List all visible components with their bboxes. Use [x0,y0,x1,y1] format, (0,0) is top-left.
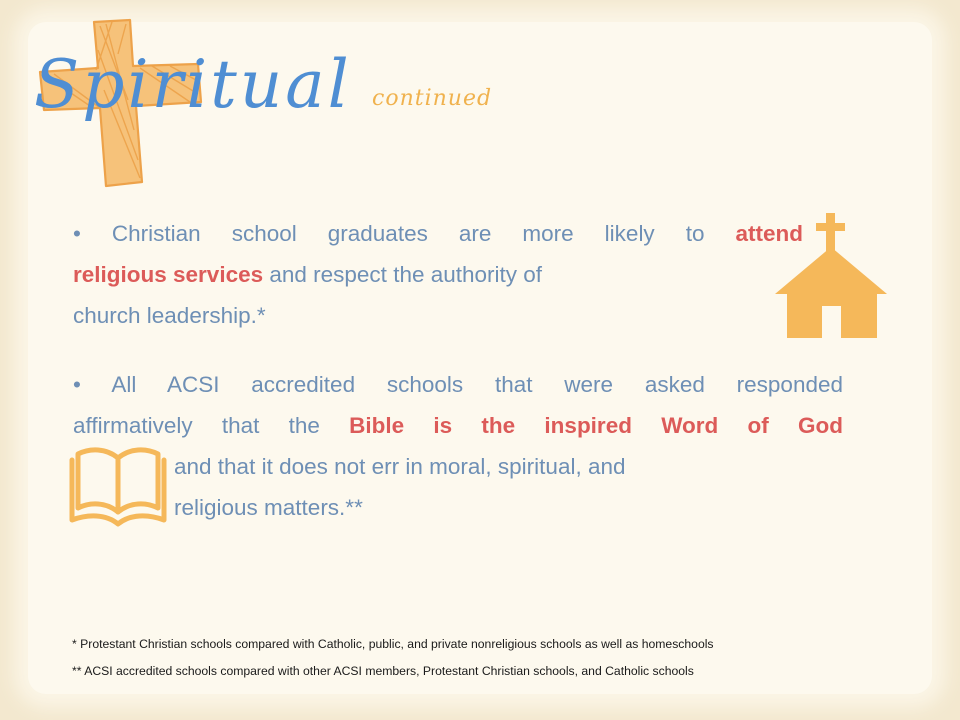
bullet-1-highlight: attend [735,221,803,246]
bullet-1-highlight-2: religious services [73,262,264,287]
footnote-1: * Protestant Christian schools compared with Catholic, public, and private nonreligious schools as well as homeschools [72,637,714,651]
bullet-2-line-2 [73,405,843,446]
footnote-2: ** ACSI accredited schools compared with other ACSI members, Protestant Christian schools, and Catholic schools [72,664,694,678]
bullet-1-text-2: and respect the authority of [263,262,543,287]
bullet-2-line-3: and that it does not err in moral, spiritual, and [174,454,626,479]
bullet-2-line-1: • All ACSI accredited schools that were asked responded [73,372,843,397]
bullet-1-line-2 [73,254,803,295]
bullet-2-line-4: religious matters.** [174,495,363,520]
bullet-2-text: affirmatively that the [73,413,350,438]
bullet-1-line-1 [73,213,803,254]
bullet-1 [73,213,803,336]
bullet-1-line-3: church leadership.* [73,303,266,328]
slide-title: Spiritual [34,46,352,123]
bullet-2 [73,364,843,528]
bullet-2-highlight: Bible is the inspired Word of God [349,413,843,438]
bullet-1-text: • Christian school graduates are more likely to [73,221,736,246]
slide-subtitle: continued [372,86,493,111]
